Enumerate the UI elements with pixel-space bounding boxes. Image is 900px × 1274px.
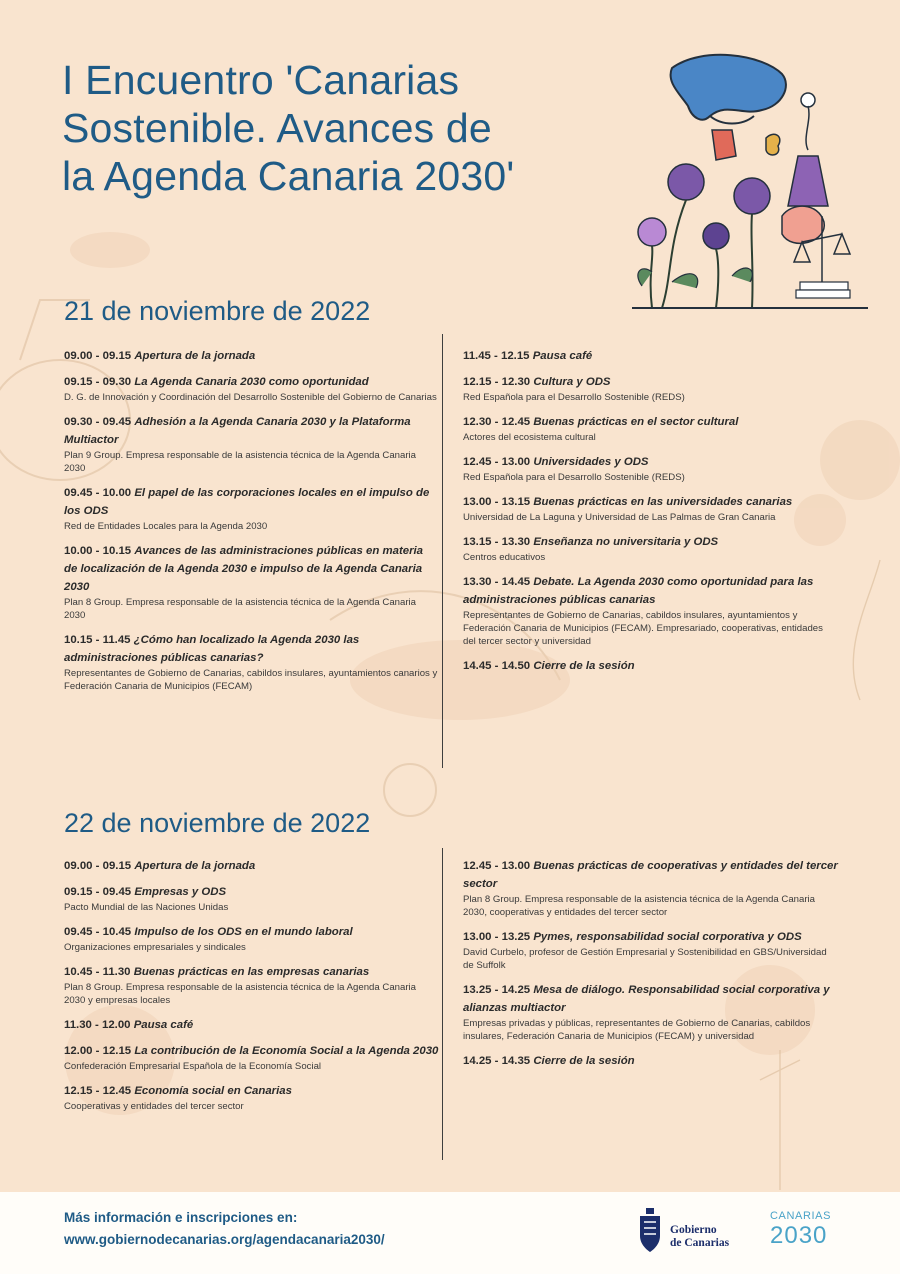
agenda-item-heading — [64, 1081, 439, 1099]
agenda-item-heading — [463, 346, 838, 364]
agenda-item-title: Enseñanza no universitaria y ODS — [533, 536, 719, 548]
agenda-item-heading — [463, 980, 838, 1016]
agenda-item — [64, 856, 439, 874]
agenda-item-title: Cierre de la sesión — [533, 1055, 635, 1067]
agenda-item-title: Buenas prácticas en las universidades canarias — [533, 496, 793, 508]
title-line: la Agenda Canaria 2030' — [62, 153, 515, 199]
column-divider — [442, 334, 443, 768]
agenda-item-description: Cooperativas y entidades del tercer sector — [64, 1101, 244, 1112]
agenda-item-heading — [64, 372, 439, 390]
agenda-item — [463, 412, 838, 444]
agenda-item-time: 09.00 - 09.15 — [64, 860, 132, 872]
agenda-item-time: 09.45 - 10.45 — [64, 926, 132, 938]
agenda-item — [463, 572, 838, 648]
agenda-item-description: Red de Entidades Locales para la Agenda 2030 — [64, 521, 268, 532]
agenda-item-time: 12.30 - 12.45 — [463, 416, 531, 428]
agenda-item — [64, 1015, 439, 1033]
agenda-item-title: Cultura y ODS — [533, 376, 611, 388]
day-heading: 21 de noviembre de 2022 — [64, 296, 371, 326]
agenda-item-description: David Curbelo, profesor de Gestión Empresarial y Sostenibilidad en GBS/Universidad de Suffolk — [463, 947, 827, 971]
agenda-item-description: Representantes de Gobierno de Canarias, cabildos insulares, ayuntamientos canarios y Federación Canaria de Municipios (FECAM) — [64, 668, 438, 692]
agenda-item-title: Pausa café — [133, 1019, 194, 1031]
agenda-item-heading — [463, 572, 838, 608]
agenda-item-time: 09.15 - 09.45 — [64, 886, 132, 898]
agenda-item-heading — [463, 372, 838, 390]
agenda-item-title: La contribución de la Economía Social a la Agenda 2030 — [134, 1045, 439, 1057]
agenda-item-title: Avances de las administraciones públicas en materia de localización de la Agenda 2030 e impulso de la Agenda Canaria 2030 — [64, 545, 423, 593]
agenda-item — [463, 492, 838, 524]
agenda-item — [463, 346, 838, 364]
agenda-item-time: 12.15 - 12.45 — [64, 1085, 132, 1097]
agenda-item-heading — [463, 412, 838, 430]
agenda-item-title: Buenas prácticas en las empresas canarias — [133, 966, 370, 978]
agenda-item — [463, 927, 838, 972]
agenda-item-title: Empresas y ODS — [134, 886, 227, 898]
agenda-item-time: 09.00 - 09.15 — [64, 350, 132, 362]
gobierno-logo-line2: de Canarias — [670, 1237, 730, 1249]
agenda-item — [463, 372, 838, 404]
agenda-item-description: Confederación Empresarial Española de la Economía Social — [64, 1061, 322, 1072]
agenda-item-title: El papel de las corporaciones locales en el impulso de los ODS — [64, 487, 430, 517]
agenda-item-description: Empresas privadas y públicas, representantes de Gobierno de Canarias, cabildos insulares, Federación Canaria de Municipios (FECAM) y universidad — [463, 1018, 811, 1042]
agenda-item-heading — [64, 882, 439, 900]
gobierno-canarias-logo — [636, 1206, 756, 1258]
agenda-item-heading — [64, 1015, 439, 1033]
agenda-item-description: Actores del ecosistema cultural — [463, 432, 596, 443]
agenda-item-time: 09.15 - 09.30 — [64, 376, 132, 388]
agenda-item-description: Plan 8 Group. Empresa responsable de la asistencia técnica de la Agenda Canaria 2030, cooperativas y entidades del tercer sector — [463, 894, 815, 918]
agenda-item-title: Apertura de la jornada — [134, 350, 256, 362]
agenda-item-description: Pacto Mundial de las Naciones Unidas — [64, 902, 229, 913]
agenda-item — [64, 346, 439, 364]
agenda-item-heading — [64, 541, 439, 595]
day1-right-column — [463, 346, 838, 682]
agenda-item — [64, 630, 439, 693]
agenda-item-title: Economía social en Canarias — [134, 1085, 292, 1097]
agenda-item-time: 14.45 - 14.50 — [463, 660, 531, 672]
agenda-item-time: 10.15 - 11.45 — [64, 634, 131, 646]
agenda-item-title: Mesa de diálogo. Responsabilidad social corporativa y alianzas multiactor — [463, 984, 830, 1014]
agenda-item — [64, 483, 439, 533]
agenda-item-title: Adhesión a la Agenda Canaria 2030 y la Plataforma Multiactor — [64, 416, 411, 446]
agenda-item-heading — [64, 412, 439, 448]
agenda-item-description: Plan 8 Group. Empresa responsable de la asistencia técnica de la Agenda Canaria 2030 — [64, 597, 416, 621]
agenda-item-title: Pausa café — [532, 350, 593, 362]
agenda-item-heading — [463, 927, 838, 945]
agenda-item-heading — [463, 856, 838, 892]
agenda-item-time: 13.25 - 14.25 — [463, 984, 531, 996]
agenda-item — [463, 1051, 838, 1069]
agenda-item-heading — [64, 483, 439, 519]
agenda-item — [463, 980, 838, 1043]
agenda-item-title: Buenas prácticas en el sector cultural — [533, 416, 739, 428]
agenda-item-time: 13.00 - 13.25 — [463, 931, 531, 943]
agenda-item-heading — [64, 856, 439, 874]
agenda-item — [64, 1041, 439, 1073]
agenda-item-time: 13.00 - 13.15 — [463, 496, 531, 508]
agenda-item — [463, 452, 838, 484]
column-divider — [442, 848, 443, 1160]
agenda-item-heading — [64, 1041, 439, 1059]
title-line: I Encuentro 'Canarias — [62, 57, 460, 103]
agenda-item-time: 13.15 - 13.30 — [463, 536, 531, 548]
agenda-item-description: D. G. de Innovación y Coordinación del Desarrollo Sostenible del Gobierno de Canarias — [64, 392, 437, 403]
gobierno-logo-line1: Gobierno — [670, 1224, 717, 1236]
agenda-item-time: 09.45 - 10.00 — [64, 487, 132, 499]
agenda-item — [64, 922, 439, 954]
illustration-hand-flowers — [632, 46, 872, 314]
agenda-item-time: 12.00 - 12.15 — [64, 1045, 132, 1057]
agenda-item-description: Red Española para el Desarrollo Sostenible (REDS) — [463, 472, 685, 483]
gobierno-logo-text — [670, 1224, 729, 1250]
agenda-item-time: 12.15 - 12.30 — [463, 376, 531, 388]
agenda-item-title: La Agenda Canaria 2030 como oportunidad — [134, 376, 369, 388]
canarias-2030-logo — [770, 1208, 860, 1258]
agenda-item-description: Organizaciones empresariales y sindicales — [64, 942, 246, 953]
agenda-item — [64, 541, 439, 622]
agenda-item-time: 10.45 - 11.30 — [64, 966, 131, 978]
canarias-logo-name: CANARIAS — [770, 1210, 832, 1222]
agenda-item-title: Cierre de la sesión — [533, 660, 635, 672]
agenda-item-time: 11.45 - 12.15 — [463, 350, 530, 362]
agenda-item-title: Pymes, responsabilidad social corporativa y ODS — [533, 931, 802, 943]
agenda-item-time: 14.25 - 14.35 — [463, 1055, 531, 1067]
agenda-item — [463, 856, 838, 919]
agenda-item-title: Apertura de la jornada — [134, 860, 256, 872]
day2-right-column — [463, 856, 838, 1077]
agenda-item-title: Impulso de los ODS en el mundo laboral — [134, 926, 353, 938]
agenda-item-heading — [463, 452, 838, 470]
agenda-item — [64, 962, 439, 1007]
agenda-item — [64, 412, 439, 475]
agenda-item-title: Universidades y ODS — [533, 456, 649, 468]
agenda-item-time: 09.30 - 09.45 — [64, 416, 132, 428]
day2-left-column — [64, 856, 439, 1121]
agenda-item-description: Universidad de La Laguna y Universidad de Las Palmas de Gran Canaria — [463, 512, 776, 523]
day-heading: 22 de noviembre de 2022 — [64, 808, 371, 838]
agenda-item-title: ¿Cómo han localizado la Agenda 2030 las administraciones públicas canarias? — [64, 634, 360, 664]
agenda-item-heading — [64, 922, 439, 940]
agenda-item-heading — [463, 532, 838, 550]
agenda-item-heading — [64, 962, 439, 980]
agenda-item-description: Red Española para el Desarrollo Sostenible (REDS) — [463, 392, 685, 403]
agenda-item-heading — [64, 630, 439, 666]
agenda-item-description: Plan 9 Group. Empresa responsable de la asistencia técnica de la Agenda Canaria 2030 — [64, 450, 416, 474]
info-link[interactable]: www.gobiernodecanarias.org/agendacanaria2030/ — [64, 1232, 385, 1247]
agenda-item-title: Debate. La Agenda 2030 como oportunidad para las administraciones públicas canarias — [463, 576, 814, 606]
agenda-item — [64, 882, 439, 914]
agenda-item — [463, 532, 838, 564]
agenda-item-heading — [463, 1051, 838, 1069]
agenda-item-time: 10.00 - 10.15 — [64, 545, 132, 557]
agenda-item — [64, 1081, 439, 1113]
agenda-item-title: Buenas prácticas de cooperativas y entidades del tercer sector — [463, 860, 838, 890]
agenda-item-heading — [463, 492, 838, 510]
agenda-item — [463, 656, 838, 674]
agenda-item — [64, 372, 439, 404]
info-label: Más información e inscripciones en: — [64, 1210, 298, 1225]
agenda-item-description: Representantes de Gobierno de Canarias, cabildos insulares, ayuntamientos y Federación Canaria de Municipios (FECAM). Empresariado, cooperativas, entidades del tercer sector y universidad — [463, 610, 823, 647]
agenda-item-time: 12.45 - 13.00 — [463, 860, 531, 872]
agenda-item-time: 13.30 - 14.45 — [463, 576, 531, 588]
page-title — [62, 56, 622, 200]
agenda-item-description: Centros educativos — [463, 552, 546, 563]
day1-left-column — [64, 346, 439, 701]
agenda-item-heading — [64, 346, 439, 364]
canarias-logo-year: 2030 — [770, 1222, 828, 1249]
title-line: Sostenible. Avances de — [62, 105, 492, 151]
agenda-item-heading — [463, 656, 838, 674]
agenda-item-time: 11.30 - 12.00 — [64, 1019, 131, 1031]
agenda-item-time: 12.45 - 13.00 — [463, 456, 531, 468]
footer — [0, 1192, 900, 1274]
agenda-item-description: Plan 8 Group. Empresa responsable de la asistencia técnica de la Agenda Canaria 2030 y empresas locales — [64, 982, 416, 1006]
shield-icon — [636, 1206, 664, 1254]
